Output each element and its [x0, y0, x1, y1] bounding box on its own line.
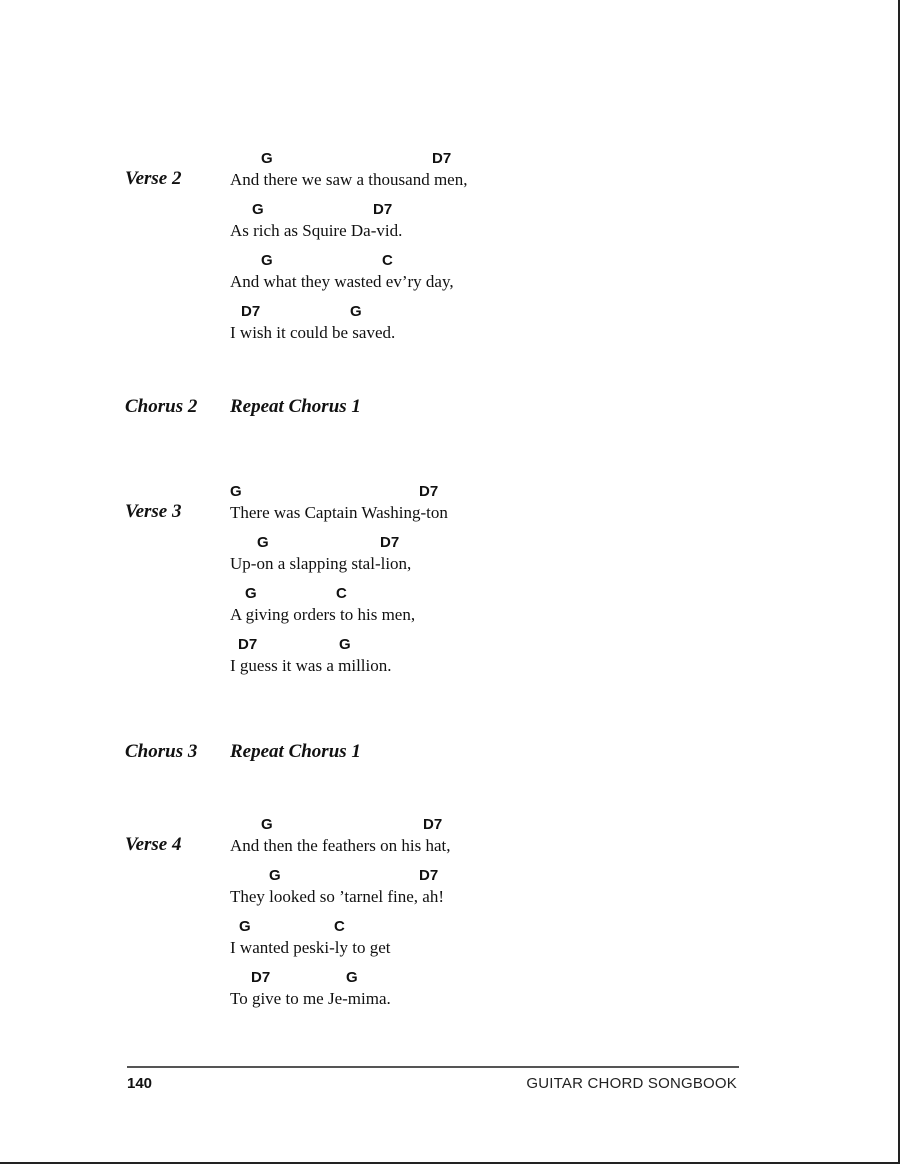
- lyric-line: They looked so ’tarnel fine, ah!: [230, 887, 445, 906]
- chord: G: [230, 483, 242, 500]
- chord: G: [261, 252, 273, 269]
- chorus-3-label: Chorus 3: [125, 741, 198, 762]
- verse-4-label: Verse 4: [125, 834, 182, 855]
- verse-2-label: Verse 2: [125, 168, 182, 189]
- chord: G: [239, 918, 251, 935]
- chorus-3-repeat-text: Repeat Chorus 1: [230, 741, 361, 762]
- chord: D7: [238, 636, 258, 653]
- page-number: 140: [127, 1075, 153, 1092]
- chord: D7: [380, 534, 400, 551]
- lyric-line: As rich as Squire Da-vid.: [230, 221, 403, 240]
- lyric-line: And there we saw a thousand men,: [230, 170, 468, 189]
- chord: D7: [419, 483, 439, 500]
- chord: G: [261, 150, 273, 167]
- footer-divider: [127, 1066, 739, 1068]
- chord: C: [336, 585, 347, 602]
- chord: C: [382, 252, 393, 269]
- lyric-line: I wish it could be saved.: [230, 323, 396, 342]
- chord: D7: [432, 150, 452, 167]
- chord: G: [261, 816, 273, 833]
- chord: D7: [423, 816, 443, 833]
- lyric-line: And then the feathers on his hat,: [230, 836, 451, 855]
- chord: G: [269, 867, 281, 884]
- lyric-line: There was Captain Washing-ton: [230, 503, 448, 522]
- verse-3-label: Verse 3: [125, 501, 182, 522]
- chord: C: [334, 918, 345, 935]
- chord: D7: [419, 867, 439, 884]
- chord: G: [350, 303, 362, 320]
- lyric-line: A giving orders to his men,: [230, 605, 416, 624]
- chord: G: [346, 969, 358, 986]
- lyric-line: I guess it was a million.: [230, 656, 392, 675]
- lyric-line: I wanted peski-ly to get: [230, 938, 391, 957]
- running-footer-title: GUITAR CHORD SONGBOOK: [526, 1075, 737, 1092]
- lyric-line: And what they wasted ev’ry day,: [230, 272, 454, 291]
- chord: D7: [373, 201, 393, 218]
- chorus-2-label: Chorus 2: [125, 396, 198, 417]
- chorus-2-repeat-text: Repeat Chorus 1: [230, 396, 361, 417]
- chord: D7: [241, 303, 261, 320]
- chord: D7: [251, 969, 271, 986]
- chord: G: [257, 534, 269, 551]
- lyric-line: To give to me Je-mima.: [230, 989, 391, 1008]
- lyric-line: Up-on a slapping stal-lion,: [230, 554, 412, 573]
- chord: G: [252, 201, 264, 218]
- chord: G: [339, 636, 351, 653]
- chord: G: [245, 585, 257, 602]
